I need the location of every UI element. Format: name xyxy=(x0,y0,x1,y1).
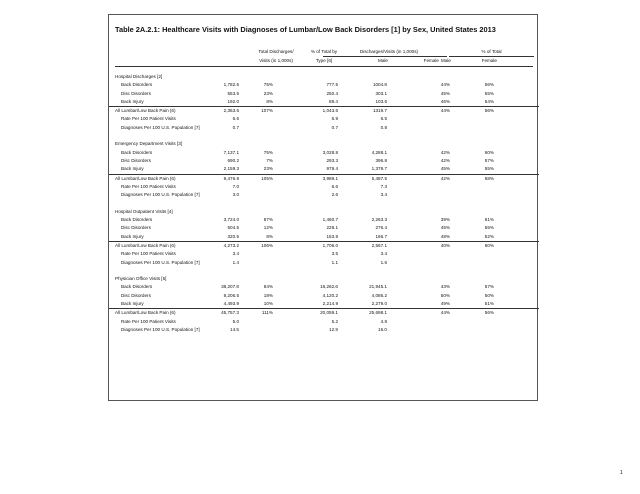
cell-female: 1,379.7 xyxy=(371,166,387,172)
cell-female: 2,279.0 xyxy=(371,301,387,307)
section-title-row xyxy=(109,140,539,148)
cell-male: 4,120.2 xyxy=(322,292,338,298)
cell-female: 276.4 xyxy=(375,225,387,231)
cell-female: 0.8 xyxy=(380,124,387,130)
row-label: Disc Disorders xyxy=(121,225,151,231)
section-title: Physician Office Visits [5] xyxy=(115,276,167,282)
cell-total: 0.7 xyxy=(232,124,239,130)
row-label: All Lumbar/Low Back Pain (6) xyxy=(115,175,176,181)
cell-pct-female: 56% xyxy=(484,310,494,316)
total-row xyxy=(109,308,539,317)
header-rule-pct xyxy=(449,56,534,57)
cell-male: 2,214.9 xyxy=(322,301,338,307)
cell-total: 45,757.3 xyxy=(221,310,239,316)
header-male: Male xyxy=(378,58,388,63)
cell-pct-type: 105% xyxy=(261,175,273,181)
cell-pct-female: 55% xyxy=(484,166,494,172)
pop-row xyxy=(109,124,539,132)
header-pct-type-line2: Type [6] xyxy=(315,58,333,63)
header-rule-dv xyxy=(323,56,447,57)
section-spacer xyxy=(109,199,539,207)
cell-pct-male: 43% xyxy=(440,284,450,290)
cell-female: 21,945.1 xyxy=(369,284,387,290)
cell-female: 303.1 xyxy=(375,90,387,96)
cell-pct-type: 12% xyxy=(263,225,273,231)
cell-female: 2,567.1 xyxy=(371,242,387,248)
row-label: Disc Disorders xyxy=(121,292,151,298)
cell-male: 6.9 xyxy=(331,116,338,122)
table-row xyxy=(109,98,539,106)
row-label: All Lumbar/Low Back Pain (6) xyxy=(115,242,176,248)
cell-pct-female: 58% xyxy=(484,175,494,181)
cell-male: 3,989.1 xyxy=(322,175,338,181)
section-title: Hospital Outpatient Visits [4] xyxy=(115,208,173,214)
cell-female: 7.3 xyxy=(380,183,387,189)
table-row xyxy=(109,90,539,98)
cell-pct-male: 44% xyxy=(440,108,450,114)
cell-pct-female: 50% xyxy=(484,292,494,298)
header-female: Female xyxy=(423,58,439,63)
cell-male: 5.2 xyxy=(331,318,338,324)
cell-female: 4,086.2 xyxy=(371,292,387,298)
row-label: Back Injury xyxy=(121,98,144,104)
cell-pct-female: 60% xyxy=(484,149,494,155)
cell-pct-female: 52% xyxy=(484,233,494,239)
pop-row xyxy=(109,259,539,267)
cell-male: 250.4 xyxy=(326,90,338,96)
cell-total: 1.4 xyxy=(232,259,239,265)
cell-female: 2,263.3 xyxy=(371,217,387,223)
table-row xyxy=(109,216,539,224)
header-bottom-rule xyxy=(115,66,533,67)
section-title: Emergency Department Visits [3] xyxy=(115,141,183,147)
section-title-row xyxy=(109,208,539,216)
header-total-line2: Visits (in 1,000s) xyxy=(259,58,293,63)
row-label: All Lumbar/Low Back Pain (6) xyxy=(115,108,176,114)
cell-female: 4,288.1 xyxy=(371,149,387,155)
row-label: All Lumbar/Low Back Pain (6) xyxy=(115,310,176,316)
cell-pct-female: 55% xyxy=(484,90,494,96)
row-label: Diagnoses Per 100 U.S. Population [7] xyxy=(121,326,200,332)
cell-total: 553.5 xyxy=(227,90,239,96)
cell-pct-female: 57% xyxy=(484,157,494,163)
cell-pct-female: 56% xyxy=(484,82,494,88)
row-label: Rate Per 100 Patient Visits xyxy=(121,318,176,324)
cell-male: 153.9 xyxy=(326,233,338,239)
cell-pct-male: 42% xyxy=(440,149,450,155)
cell-total: 1,782.5 xyxy=(223,82,239,88)
cell-female: 396.8 xyxy=(375,157,387,163)
cell-pct-type: 23% xyxy=(263,166,273,172)
cell-female: 16.0 xyxy=(378,326,387,332)
cell-total: 3,724.0 xyxy=(223,217,239,223)
cell-pct-male: 44% xyxy=(440,82,450,88)
cell-male: 0.7 xyxy=(331,124,338,130)
column-headers xyxy=(109,49,539,71)
cell-pct-female: 54% xyxy=(484,98,494,104)
total-row xyxy=(109,241,539,250)
row-label: Back Disorders xyxy=(121,82,153,88)
cell-female: 5,487.5 xyxy=(371,175,387,181)
cell-pct-type: 111% xyxy=(261,310,273,316)
cell-male: 16,262.6 xyxy=(320,284,338,290)
cell-pct-female: 51% xyxy=(484,301,494,307)
header-male-pct: Male xyxy=(441,58,451,63)
row-label: Disc Disorders xyxy=(121,157,151,163)
cell-total: 2,363.5 xyxy=(223,108,239,114)
rate-row xyxy=(109,318,539,326)
cell-female: 1.6 xyxy=(380,259,387,265)
cell-pct-type: 75% xyxy=(263,82,273,88)
row-label: Rate Per 100 Patient Visits xyxy=(121,183,176,189)
cell-pct-type: 107% xyxy=(261,108,273,114)
cell-total: 9,476.9 xyxy=(223,175,239,181)
pop-row xyxy=(109,191,539,199)
cell-male: 6.6 xyxy=(331,183,338,189)
cell-total: 320.5 xyxy=(227,233,239,239)
row-label: Disc Disorders xyxy=(121,90,151,96)
cell-total: 2,159.3 xyxy=(223,166,239,172)
cell-pct-male: 44% xyxy=(440,310,450,316)
cell-pct-male: 46% xyxy=(440,98,450,104)
section-spacer xyxy=(109,132,539,140)
total-row xyxy=(109,106,539,115)
cell-male: 1,043.6 xyxy=(322,108,338,114)
table-row xyxy=(109,149,539,157)
cell-female: 103.6 xyxy=(375,98,387,104)
cell-male: 3.5 xyxy=(331,251,338,257)
table-row xyxy=(109,300,539,308)
cell-pct-type: 8% xyxy=(266,233,273,239)
cell-total: 38,207.8 xyxy=(221,284,239,290)
cell-pct-type: 10% xyxy=(263,301,273,307)
cell-pct-female: 55% xyxy=(484,225,494,231)
row-label: Back Injury xyxy=(121,166,144,172)
header-discharges-visits: Discharges/Visits (in 1,000s) xyxy=(359,49,419,54)
table-row xyxy=(109,81,539,89)
cell-total: 7.0 xyxy=(232,183,239,189)
cell-total: 192.0 xyxy=(227,98,239,104)
table-title: Table 2A.2.1: Healthcare Visits with Diagnoses of Lumbar/Low Back Disorders [1] by Sex, United States 2013 xyxy=(115,25,496,34)
cell-pct-type: 84% xyxy=(263,284,273,290)
cell-female: 6.5 xyxy=(380,116,387,122)
cell-total: 14.5 xyxy=(230,326,239,332)
cell-male: 88.4 xyxy=(329,98,338,104)
cell-pct-female: 57% xyxy=(484,284,494,290)
cell-pct-male: 45% xyxy=(440,90,450,96)
cell-total: 6.6 xyxy=(232,116,239,122)
row-label: Back Injury xyxy=(121,301,144,307)
cell-male: 2.6 xyxy=(331,192,338,198)
header-female-pct: Female xyxy=(481,58,497,63)
cell-total: 3.4 xyxy=(232,251,239,257)
cell-male: 1.1 xyxy=(331,259,338,265)
table-row xyxy=(109,283,539,291)
document-page xyxy=(108,14,538,401)
cell-pct-type: 18% xyxy=(263,292,273,298)
cell-male: 228.1 xyxy=(326,225,338,231)
header-total-line1: Total Discharges/ xyxy=(258,49,294,54)
cell-total: 8,206.5 xyxy=(223,292,239,298)
row-label: Back Disorders xyxy=(121,149,153,155)
cell-male: 979.4 xyxy=(326,166,338,172)
cell-pct-female: 56% xyxy=(484,108,494,114)
table-row xyxy=(109,157,539,165)
header-pct-total: % of Total xyxy=(481,49,502,54)
pop-row xyxy=(109,326,539,334)
cell-male: 1,706.0 xyxy=(322,242,338,248)
cell-pct-male: 42% xyxy=(440,175,450,181)
table-row xyxy=(109,224,539,232)
cell-male: 3,028.8 xyxy=(322,149,338,155)
cell-male: 293.3 xyxy=(326,157,338,163)
row-label: Rate Per 100 Patient Visits xyxy=(121,251,176,257)
row-label: Diagnoses Per 100 U.S. Population [7] xyxy=(121,192,200,198)
header-pct-type-line1: % of Total by xyxy=(310,49,338,54)
cell-total: 4,273.2 xyxy=(223,242,239,248)
total-row xyxy=(109,174,539,183)
section-title-row xyxy=(109,275,539,283)
cell-male: 20,059.1 xyxy=(320,310,338,316)
cell-total: 5.0 xyxy=(232,318,239,324)
cell-total: 4,493.9 xyxy=(223,301,239,307)
cell-pct-type: 8% xyxy=(266,98,273,104)
cell-pct-male: 39% xyxy=(440,217,450,223)
cell-female: 3.4 xyxy=(380,192,387,198)
cell-pct-type: 87% xyxy=(263,217,273,223)
row-label: Rate Per 100 Patient Visits xyxy=(121,116,176,122)
row-label: Back Disorders xyxy=(121,217,153,223)
cell-pct-male: 45% xyxy=(440,166,450,172)
cell-pct-type: 23% xyxy=(263,90,273,96)
rate-row xyxy=(109,183,539,191)
table-row xyxy=(109,292,539,300)
cell-total: 3.0 xyxy=(232,192,239,198)
cell-pct-male: 50% xyxy=(440,292,450,298)
page-number: 1 xyxy=(620,470,623,476)
section-title: Hospital Discharges [2] xyxy=(115,74,163,79)
cell-pct-male: 48% xyxy=(440,233,450,239)
cell-total: 7,137.1 xyxy=(223,149,239,155)
cell-pct-male: 49% xyxy=(440,301,450,307)
cell-pct-female: 61% xyxy=(484,217,494,223)
row-label: Diagnoses Per 100 U.S. Population [7] xyxy=(121,124,200,130)
row-label: Back Injury xyxy=(121,233,144,239)
cell-male: 1,460.7 xyxy=(322,217,338,223)
cell-total: 504.5 xyxy=(227,225,239,231)
cell-female: 25,698.1 xyxy=(369,310,387,316)
table-row xyxy=(109,233,539,241)
table-body xyxy=(109,73,539,334)
cell-total: 690.2 xyxy=(227,157,239,163)
cell-pct-male: 40% xyxy=(440,242,450,248)
cell-female: 166.7 xyxy=(375,233,387,239)
section-title-row xyxy=(109,73,539,81)
cell-male: 777.5 xyxy=(326,82,338,88)
cell-pct-type: 106% xyxy=(261,242,273,248)
cell-female: 3.4 xyxy=(380,251,387,257)
section-spacer xyxy=(109,267,539,275)
cell-pct-type: 7% xyxy=(266,157,273,163)
cell-pct-male: 42% xyxy=(440,157,450,163)
rate-row xyxy=(109,115,539,123)
cell-female: 1319.7 xyxy=(372,108,387,114)
cell-male: 12.9 xyxy=(329,326,338,332)
cell-pct-type: 75% xyxy=(263,149,273,155)
cell-female: 1004.8 xyxy=(372,82,387,88)
rate-row xyxy=(109,250,539,258)
table-row xyxy=(109,165,539,173)
cell-pct-male: 45% xyxy=(440,225,450,231)
cell-female: 4.8 xyxy=(380,318,387,324)
row-label: Back Disorders xyxy=(121,284,153,290)
row-label: Diagnoses Per 100 U.S. Population [7] xyxy=(121,259,200,265)
cell-pct-female: 60% xyxy=(484,242,494,248)
